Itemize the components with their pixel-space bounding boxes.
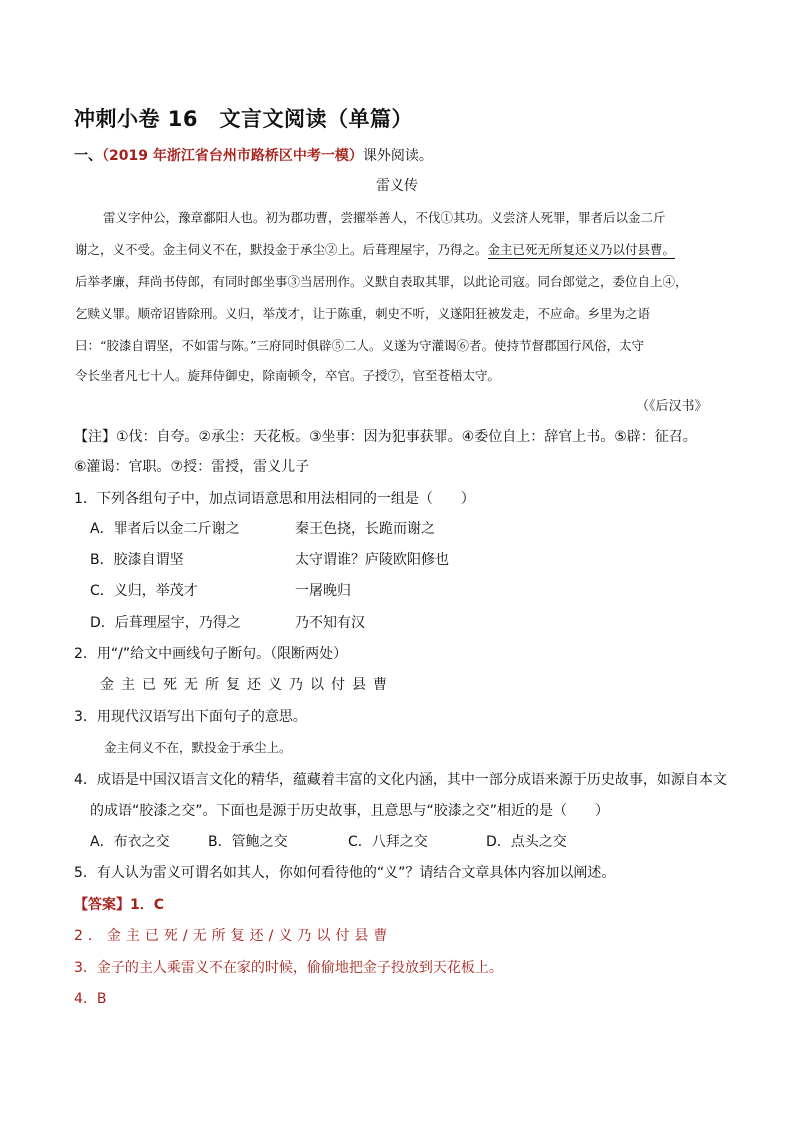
section-intro [74, 145, 433, 165]
question-1-option-b-right: 太守谓谁？庐陵欧阳修也 [295, 552, 449, 568]
passage-line: 曰：“胶漆自谓坚，不如雷与陈。”三府同时俱辟⑤二人。义遂为守灌谒⑥者。使持节督郡国行风俗，太守 [75, 338, 645, 353]
answer-1-text: 1．C [130, 897, 165, 913]
question-2-sentence: 金主已死无所复还义乃以付县曹 [100, 677, 394, 693]
passage-line-text: 谢之，义不受。金主伺义不在，默投金于承尘②上。后葺理屋宇，乃得之。 [75, 242, 488, 257]
question-4-option-c: C．八拜之交 [348, 834, 428, 850]
question-1-option-c-right: 一屠晚归 [295, 583, 351, 599]
question-4-option-b: B．管鲍之交 [208, 834, 288, 850]
underlined-sentence: 金主已死无所复还义乃以付县曹。 [487, 242, 676, 257]
passage-line: 令长坐者凡七十人。旋拜侍御史，除南顿令，卒官。子授⑦，官至苍梧太守。 [75, 368, 501, 383]
answer-2: 2．金主已死/无所复还/义乃以付县曹 [74, 928, 393, 944]
page-title: 冲刺小卷 16 文言文阅读（单篇） [74, 107, 414, 131]
answer-4: 4．B [74, 991, 107, 1007]
question-3-sentence: 金主伺义不在，默投金于承尘上。 [104, 740, 292, 755]
exam-source: （2019 年浙江省台州市路桥区中考一模） [102, 148, 363, 164]
answer-3: 3．金子的主人乘雷义不在家的时候，偷偷地把金子投放到天花板上。 [74, 960, 503, 976]
question-1-option-d-right: 乃不知有汉 [295, 615, 365, 631]
section-instruction: 课外阅读。 [362, 148, 433, 164]
section-number: 一、 [74, 148, 102, 164]
question-1-option-c-left: C．义归，举茂才 [90, 583, 198, 599]
notes-line: ⑥灌谒：官职。⑦授：雷授，雷义儿子 [74, 459, 310, 475]
question-1-option-d-left: D．后葺理屋宇，乃得之 [90, 615, 241, 631]
question-1-option-b-left: B．胶漆自谓坚 [90, 552, 184, 568]
question-4-option-a: A．布衣之交 [90, 834, 170, 850]
question-1-stem: 1．下列各组句子中，加点词语意思和用法相同的一组是（ ） [74, 491, 475, 507]
passage-title: 雷义传 [376, 178, 418, 194]
question-4-stem: 4．成语是中国汉语言文化的精华，蕴藏着丰富的文化内涵，其中一部分成语来源于历史故事，如源自本文 [74, 772, 727, 788]
passage-line: 乞赎义罪。顺帝诏皆除刑。义归，举茂才，让于陈重，刺史不听，义遂阳狂被发走，不应命。乡里为之语 [75, 306, 651, 321]
question-2-stem: 2．用“/”给文中画线句子断句。（限断两处） [74, 646, 348, 662]
passage-line [75, 240, 675, 258]
passage-line: 雷义字仲公，豫章鄱阳人也。初为郡功曹，尝擢举善人，不伐①其功。义尝济人死罪，罪者后以金二斤 [103, 210, 666, 225]
answer-1 [74, 894, 164, 914]
passage-line: 后举孝廉，拜尚书侍郎，有同时郎坐事③当居刑作。义默自表取其罪，以此论司寇。同台郎觉之，委位自上④， [75, 274, 688, 289]
passage-source: （《后汉书》 [636, 399, 708, 414]
answer-label: 【答案】 [74, 897, 130, 913]
notes-line: 【注】①伐：自夸。②承尘：天花板。③坐事：因为犯事获罪。④委位自上：辞官上书。⑤辟：征召。 [74, 429, 697, 445]
question-1-option-a-left: A．罪者后以金二斤谢之 [90, 521, 240, 537]
question-4-stem-cont: 的成语“胶漆之交”。下面也是源于历史故事，且意思与“胶漆之交”相近的是（ ） [90, 803, 610, 819]
question-5-stem: 5．有人认为雷义可谓名如其人，你如何看待他的“义”？请结合文章具体内容加以阐述。 [74, 865, 616, 881]
question-4-option-d: D．点头之交 [486, 834, 567, 850]
question-1-option-a-right: 秦王色挠，长跪而谢之 [295, 521, 435, 537]
question-3-stem: 3．用现代汉语写出下面句子的意思。 [74, 709, 307, 725]
